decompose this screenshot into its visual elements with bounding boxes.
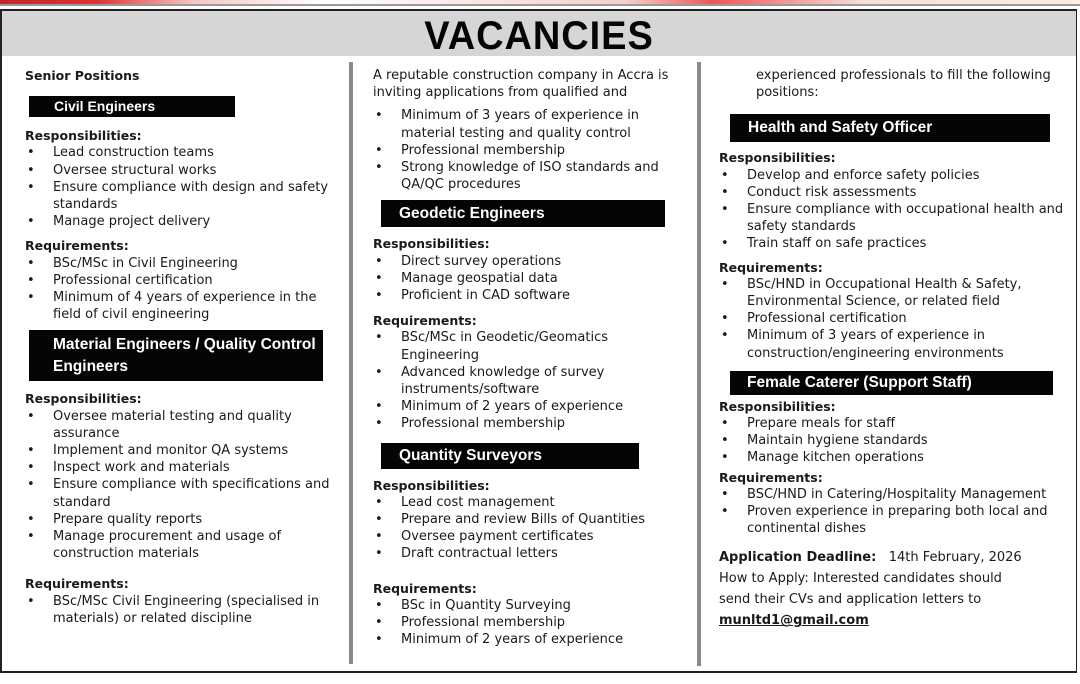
responsibilities-list xyxy=(719,167,1069,253)
list-item: • Minimum of 3 years of experience in material testing and quality control xyxy=(373,107,683,141)
job-civil-engineers xyxy=(25,96,343,323)
list-item: • Ensure compliance with specifications and standard xyxy=(25,476,343,510)
responsibilities-label: Responsibilities: xyxy=(25,391,142,407)
requirements-list xyxy=(25,255,343,324)
deadline-value: 14th February, 2026 xyxy=(888,550,1022,566)
list-item: • Lead cost management xyxy=(373,494,683,511)
list-item: • Proven experience in preparing both local and continental dishes xyxy=(719,503,1069,537)
list-item: • BSc in Quantity Surveying xyxy=(373,597,683,614)
list-item: • Ensure compliance with occupational health and safety standards xyxy=(719,201,1069,235)
title-banner xyxy=(2,11,1076,56)
column-middle xyxy=(373,67,683,648)
list-item: • Professional membership xyxy=(373,415,683,432)
requirements-list xyxy=(25,593,343,627)
list-item: • Manage kitchen operations xyxy=(719,449,1069,466)
requirements-list xyxy=(373,329,683,432)
requirements-list xyxy=(373,597,683,649)
job-health-safety-officer xyxy=(719,114,1069,361)
list-item: • Maintain hygiene standards xyxy=(719,432,1069,449)
requirements-label: Requirements: xyxy=(373,580,477,596)
list-item: • Train staff on safe practices xyxy=(719,235,1069,252)
list-item: • BSC/HND in Catering/Hospitality Management xyxy=(719,486,1069,503)
page-title: VACANCIES xyxy=(424,14,654,58)
responsibilities-label: Responsibilities: xyxy=(373,477,490,493)
job-title-bar: Geodetic Engineers xyxy=(381,200,665,227)
job-geodetic-engineers xyxy=(373,200,683,432)
list-item: • Strong knowledge of ISO standards and QA/QC procedures xyxy=(373,159,683,193)
list-item: • Implement and monitor QA systems xyxy=(25,442,343,459)
job-female-caterer xyxy=(719,371,1069,538)
responsibilities-list xyxy=(25,144,343,230)
responsibilities-label: Responsibilities: xyxy=(719,398,836,414)
list-item: • BSc/MSc Civil Engineering (specialised in materials) or related discipline xyxy=(25,593,343,627)
list-item: • Oversee payment certificates xyxy=(373,528,683,545)
deadline-line xyxy=(719,547,1069,568)
job-title-bar: Civil Engineers xyxy=(29,96,235,117)
requirements-list-continued xyxy=(373,107,683,193)
list-item: • Minimum of 4 years of experience in the field of civil engineering xyxy=(25,289,343,323)
requirements-label: Requirements: xyxy=(719,469,823,485)
responsibilities-list xyxy=(25,408,343,563)
responsibilities-list xyxy=(373,494,683,563)
deadline-label: Application Deadline: xyxy=(719,550,877,566)
requirements-list xyxy=(719,276,1069,362)
intro-text-part2: experienced professionals to fill the following positions: xyxy=(756,68,1051,101)
requirements-list xyxy=(719,486,1069,538)
list-item: • Conduct risk assessments xyxy=(719,184,1069,201)
list-item: • Inspect work and materials xyxy=(25,459,343,476)
column-right xyxy=(719,67,1069,631)
responsibilities-list xyxy=(373,253,683,305)
responsibilities-label: Responsibilities: xyxy=(719,150,836,166)
intro-text-part1: A reputable construction company in Accra is inviting applications from qualified and xyxy=(373,68,669,101)
list-item: • Direct survey operations xyxy=(373,253,683,270)
job-title-bar: Health and Safety Officer xyxy=(730,114,1050,142)
list-item: • Minimum of 2 years of experience xyxy=(373,398,683,415)
list-item: • Proficient in CAD software xyxy=(373,287,683,304)
job-material-engineers xyxy=(25,330,343,627)
column-divider-2 xyxy=(697,62,701,666)
section-label: Senior Positions xyxy=(25,68,140,83)
responsibilities-label: Responsibilities: xyxy=(373,236,490,252)
list-item: • Manage geospatial data xyxy=(373,270,683,287)
list-item: • Develop and enforce safety policies xyxy=(719,167,1069,184)
list-item: • Manage procurement and usage of construction materials xyxy=(25,528,343,562)
bottom-margin xyxy=(0,673,1080,684)
list-item: • Professional membership xyxy=(373,142,683,159)
list-item: • BSc/MSc in Geodetic/Geomatics Engineering xyxy=(373,329,683,363)
column-divider-1 xyxy=(349,62,353,664)
list-item: • Prepare quality reports xyxy=(25,511,343,528)
job-title-bar: Female Caterer (Support Staff) xyxy=(730,371,1053,395)
list-item: • Minimum of 2 years of experience xyxy=(373,631,683,648)
requirements-label: Requirements: xyxy=(25,576,129,592)
list-item: • Ensure compliance with design and safety standards xyxy=(25,179,343,213)
list-item: • Draft contractual letters xyxy=(373,545,683,562)
requirements-label: Requirements: xyxy=(719,259,823,275)
top-rule xyxy=(0,4,1080,6)
job-title-bar: Material Engineers / Quality Control Engineers xyxy=(29,330,323,381)
list-item: • Oversee material testing and quality assurance xyxy=(25,408,343,442)
list-item: • Professional certification xyxy=(719,310,1069,327)
list-item: • Oversee structural works xyxy=(25,162,343,179)
requirements-label: Requirements: xyxy=(373,313,477,329)
job-title-bar: Quantity Surveyors xyxy=(381,443,639,469)
list-item: • Professional membership xyxy=(373,614,683,631)
list-item: • Prepare meals for staff xyxy=(719,415,1069,432)
list-item: • Advanced knowledge of survey instruments/software xyxy=(373,364,683,398)
column-left xyxy=(25,67,343,627)
list-item: • Professional certification xyxy=(25,272,343,289)
responsibilities-label: Responsibilities: xyxy=(25,128,142,144)
how-to-apply-text: How to Apply: Interested candidates should send their CVs and application letters to xyxy=(719,571,1002,608)
list-item: • Prepare and review Bills of Quantities xyxy=(373,511,683,528)
requirements-label: Requirements: xyxy=(25,238,129,254)
responsibilities-list xyxy=(719,415,1069,467)
list-item: • Minimum of 3 years of experience in construction/engineering environments xyxy=(719,327,1069,361)
application-info xyxy=(719,547,1069,631)
list-item: • Lead construction teams xyxy=(25,144,343,161)
list-item: • BSc/HND in Occupational Health & Safety, Environmental Science, or related field xyxy=(719,276,1069,310)
list-item: • BSc/MSc in Civil Engineering xyxy=(25,255,343,272)
list-item: • Manage project delivery xyxy=(25,213,343,230)
job-quantity-surveyors xyxy=(373,443,683,649)
contact-email-link[interactable]: munltd1@gmail.com xyxy=(719,613,869,629)
